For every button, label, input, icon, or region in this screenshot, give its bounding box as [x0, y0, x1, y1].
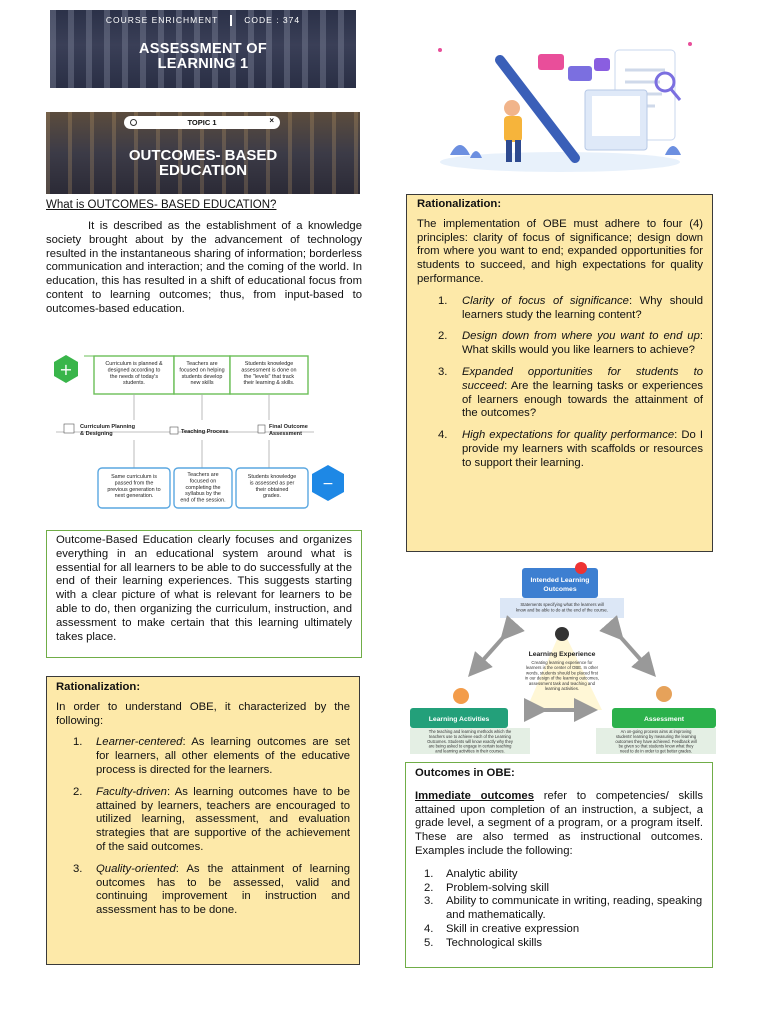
- list-item: 4. Skill in creative expression: [424, 922, 580, 935]
- list-item: 5. Technological skills: [424, 936, 543, 949]
- students-icon: [656, 686, 672, 702]
- rationalization-heading: Rationalization:: [417, 198, 502, 210]
- svg-text:& Designing: & Designing: [80, 431, 113, 437]
- obe-cycle-diagram: [406, 560, 718, 758]
- flow-bottom-text-2: Teachers are focused on completing the syllabus by the end of the session.: [180, 472, 226, 504]
- list-item: 2. Faculty-driven: As learning outcomes have to be attained by learners, teachers are encouraged to utilized learning, assessment, and evaluation strategies that are supportive of the achievement of the said outcomes.: [73, 785, 350, 853]
- list-item: 2. Design down from where you want to end up: What skills would you like learners to achieve?: [438, 330, 703, 357]
- topic-search-bar: TOPIC 1 ×: [124, 116, 280, 129]
- learning-experience-desc: Creating learning experience for learners is the center of OBE. In other words, students should be placed first in our design of the learning outcomes, assessment task and teaching and learning activities.: [524, 660, 600, 691]
- flow-middle-teaching: Teaching Process: [181, 429, 229, 435]
- flow-middle-final: Final Outcome: [269, 424, 308, 430]
- rationalization-intro: In order to understand OBE, it characterized by the following:: [56, 700, 350, 727]
- chat-bubble-icon: [538, 54, 564, 70]
- person-head: [504, 100, 520, 116]
- svg-text:Assessment: Assessment: [269, 431, 302, 437]
- list-item: 3. Ability to communicate in writing, reading, speaking and mathematically.: [424, 895, 703, 922]
- list-item: 3. Expanded opportunities for students to succeed: Are the learning tasks or experiences of learners enough towards the attainment of the outcomes?: [438, 365, 703, 420]
- teacher-icon: [453, 688, 469, 704]
- flow-top-text-1: Curriculum is planned & designed according to the needs of today's students.: [105, 361, 163, 387]
- flow-bottom-text-3: Students knowledge is assessed as per their obtained grades.: [247, 474, 297, 500]
- intended-outcomes-desc: Statements specifying what the learners will know and be able to do at the end of the course.: [516, 602, 608, 613]
- obe-question-heading: What is OUTCOMES- BASED EDUCATION?: [46, 199, 277, 211]
- play-icon: [594, 58, 610, 71]
- list-item: 1. Learner-centered: As learning outcomes are set for learners, all other elements of the educative process is directed for the learners.: [73, 736, 350, 776]
- rationalization-box-left: [46, 676, 360, 965]
- intended-outcomes-title: Intended Learning: [530, 577, 590, 584]
- curriculum-icon: [64, 424, 74, 433]
- learning-activities-desc: The teaching and learning methods which the teachers use to achieve each of the Learning Outcomes. Students will know exactly why they are being asked to engage in certain teaching and learning activities in their courses.: [427, 729, 513, 754]
- course-title: ASSESSMENT OF LEARNING 1: [139, 41, 267, 72]
- course-label: COURSE ENRICHMENT: [105, 15, 219, 25]
- outcomes-heading: Outcomes in OBE:: [415, 767, 515, 779]
- flow-bottom-text-1: Same curriculum is passed from the previous generation to next generation.: [107, 474, 161, 500]
- outcome-examples-list: [415, 868, 703, 951]
- topic-title: OUTCOMES- BASED EDUCATION: [128, 147, 278, 179]
- characteristics-list: [56, 736, 350, 918]
- top-row: [84, 356, 308, 394]
- flow-middle-curriculum: Curriculum Planning: [80, 424, 136, 430]
- list-item: 4. High expectations for quality performance: Do I provide my learners with scaffolds or resources to support their learning.: [438, 429, 703, 469]
- course-banner: [50, 10, 356, 88]
- intro-paragraph: It is described as the establishment of a knowledge society brought about by the advancement of technology resulted in the instantaneous sharing of information; borderless communication and interaction; and the coming of the world. In education, this has resulted in a shift of educational focus from content to learning outcomes; thus, from input-based to outcomes-based education.: [46, 220, 362, 315]
- list-item: 3. Quality-oriented: As the attainment of learning outcomes has to be assessed, valid and continuing improvement in instruction and assessment has to be done.: [73, 862, 350, 917]
- list-item: 2. Problem-solving skill: [424, 881, 549, 894]
- rationalization-heading: Rationalization:: [56, 681, 141, 693]
- minus-icon: −: [322, 476, 334, 492]
- globe-icon: [575, 562, 587, 574]
- learning-illustration: [410, 30, 710, 176]
- immediate-outcomes-paragraph: Immediate outcomes refer to competencies/ skills attained upon completion of an instruction, a subject, a grade level, a segment of a program, or a program itself. These are also termed as instructional outcomes. Examples include the following:: [415, 789, 703, 857]
- principles-intro: The implementation of OBE must adhere to four (4) principles: clarity of focus of significance; design down from where you want to end; expanded opportunities for students to succeed, and high expectations for quality performance.: [417, 217, 703, 285]
- obe-vs-traditional-diagram: [44, 350, 362, 516]
- close-icon: ×: [269, 116, 274, 125]
- teaching-icon: [170, 427, 178, 434]
- plus-icon: +: [59, 360, 73, 379]
- learning-experience-title: Learning Experience: [528, 651, 596, 658]
- topic-banner: [46, 112, 360, 194]
- flow-top-text-3: Students knowledge assessment is done on the "levels" that track their learning & skills.: [241, 361, 297, 387]
- rationalization-box-right: [406, 194, 713, 552]
- flow-top-text-2: Teachers are focused on helping students develop new skills: [179, 361, 225, 387]
- chat-bubble-icon: [568, 66, 592, 81]
- svg-text:Outcomes: Outcomes: [543, 586, 577, 593]
- search-icon: [130, 119, 137, 126]
- graduate-icon: [555, 627, 569, 641]
- obe-summary-box: Outcome-Based Education clearly focuses and organizes everything in an educational system around what is essential for all learners to be able to do successfully at the end of their learning experiences. This suggests starting with a clear picture of what is relevant for learners to be able to do, then organizing the curriculum, instruction, and assessment to make certain that this learning ultimately takes place.: [46, 530, 362, 658]
- outcomes-in-obe-box: [405, 762, 713, 968]
- learning-activities-title: Learning Activities: [428, 716, 490, 723]
- assessment-icon: [258, 425, 265, 433]
- assessment-title: Assessment: [643, 716, 685, 723]
- principles-list: [417, 295, 703, 471]
- list-item: 1. Clarity of focus of significance: Why should learners study the learning content?: [438, 294, 703, 321]
- list-item: 1. Analytic ability: [424, 867, 518, 880]
- course-code: CODE : 374: [244, 15, 301, 25]
- assessment-desc: An on-going process aims at improving students' learning by measuring the learning outcomes they have achieved. Feedback will be given so that students know what they need to do in order to get better grades.: [615, 729, 697, 754]
